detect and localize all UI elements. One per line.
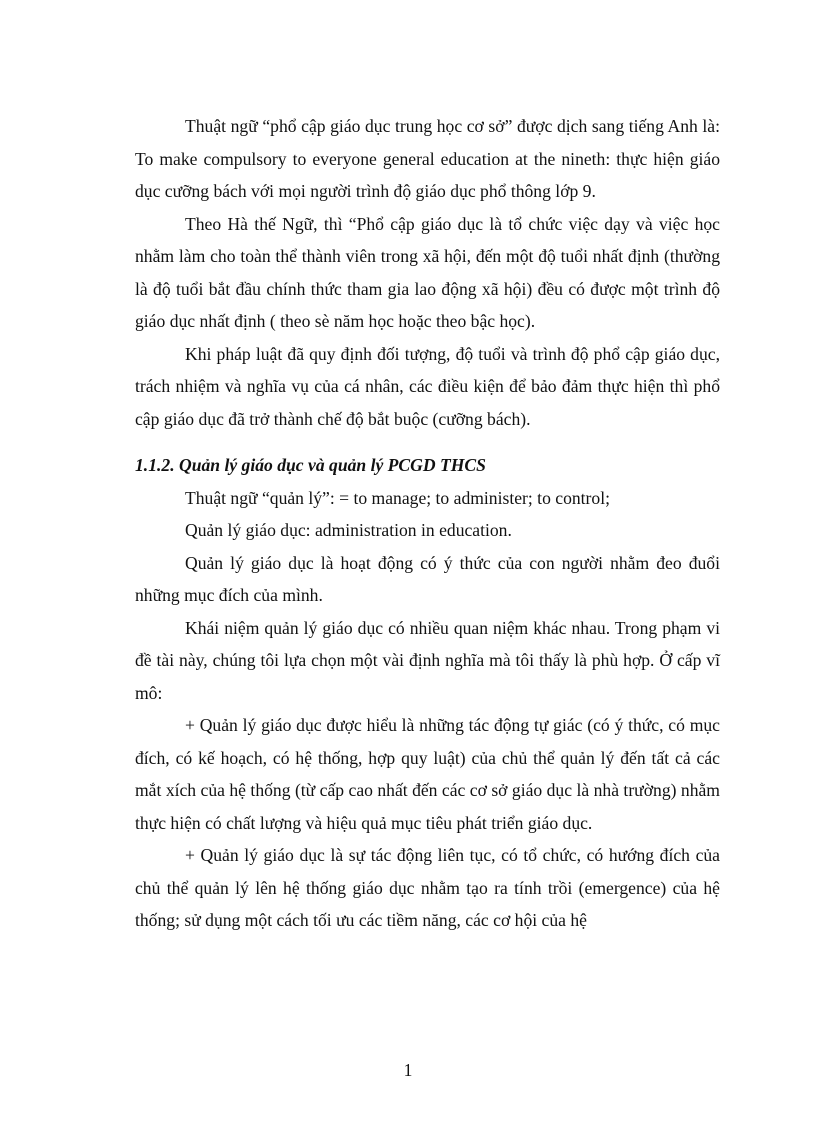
paragraph-definition-two: + Quản lý giáo dục là sự tác động liên tục, có tổ chức, có hướng đích của chủ thể quản lý lên hệ thống giáo dục nhằm tạo ra tính trồi (emergence) của hệ thống; sử dụng một cách tối ưu các tiềm năng, các cơ hội của hệ	[135, 845, 720, 930]
paragraph-management-translation: Quản lý giáo dục: administration in education.	[185, 520, 512, 540]
paragraph-legal-regulation: Khi pháp luật đã quy định đối tượng, độ tuổi và trình độ phổ cập giáo dục, trách nhiệm và nghĩa vụ của cá nhân, các điều kiện để bảo đảm thực hiện thì phổ cập giáo dục đã trở thành chế độ bắt buộc (cưỡng bách).	[135, 343, 720, 429]
section-heading: 1.1.2. Quản lý giáo dục và quản lý PCGD THCS	[135, 455, 486, 475]
paragraph-management-term: Thuật ngữ “quản lý”: = to manage; to administer; to control;	[185, 487, 610, 508]
paragraph-management-activity: Quản lý giáo dục là hoạt động có ý thức của con người nhằm đeo đuổi những mục đích của mình.	[135, 552, 720, 605]
page-body	[135, 110, 720, 937]
page-number: 1	[403, 1060, 413, 1080]
paragraph-term-definition: Thuật ngữ “phổ cập giáo dục trung học cơ sở” được dịch sang tiếng Anh là: To make compulsory to everyone general education at the nineth: thực hiện giáo dục cưỡng bách với mọi người trình độ giáo dục phổ thông lớp 9.	[135, 116, 720, 201]
paragraph-ha-the-ngu-quote: Theo Hà thế Ngữ, thì “Phổ cập giáo dục là tổ chức việc dạy và việc học nhằm làm cho toàn thể thành viên trong xã hội, đến một độ tuổi nhất định (thường là độ tuổi bắt đầu chính thức tham gia lao động xã hội) đều có được một trình độ giáo dục nhất định ( theo sè năm học hoặc theo bậc học).	[135, 213, 720, 331]
paragraph-definition-one: + Quản lý giáo dục được hiểu là những tác động tự giác (có ý thức, có mục đích, có kế hoạch, có hệ thống, hợp quy luật) của chủ thể quản lý đến tất cả các mắt xích của hệ thống (từ cấp cao nhất đến các cơ sở giáo dục là nhà trường) nhằm thực hiện có chất lượng và hiệu quả mục tiêu phát triển giáo dục.	[135, 715, 720, 833]
paragraph-management-concepts: Khái niệm quản lý giáo dục có nhiều quan niệm khác nhau. Trong phạm vi đề tài này, chúng tôi lựa chọn một vài định nghĩa mà tôi thấy là phù hợp. Ở cấp vĩ mô:	[135, 617, 720, 703]
